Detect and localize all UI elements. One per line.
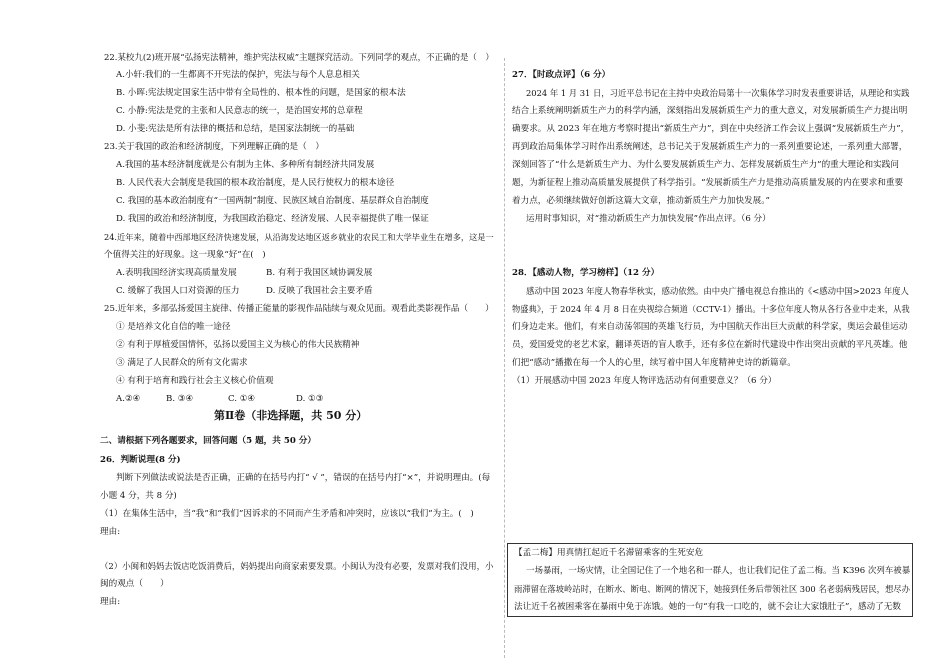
q26-statement-1: （1）在集体生活中，当“我”和“我们”因诉求的不同而产生矛盾和冲突时，应该以“我们”为主。( ) [100,509,474,519]
material-box-title: 【孟二梅】用真情扛起近千名滞留乘客的生死安危 [514,548,704,558]
q27-question: 运用时事知识，对“推动新质生产力加快发展”作出点评。（6 分） [526,214,771,224]
q27-paragraph-line4: 再到政治局集体学习时作出系统阐述，总书记关于发展新质生产力的一系列重要论述，一系列重大部署， [512,142,908,152]
q22-option-a: A.小轩:我们的一生都离不开宪法的保护，宪法与每个人息息相关 [116,70,360,80]
q27-paragraph-line7: 着力点，必须继续做好创新这篇大文章，推动新质生产力加快发展。” [512,196,770,206]
q28-paragraph-line4: 员，爱国爱党的老艺术家，翻译英语的盲人歌手，还有多位在新时代建设中作出突出贡献的平凡英雄。他 [512,340,908,350]
q25-choice-c: C. ①④ [228,394,256,404]
q24-option-d: D. 反映了我国社会主要矛盾 [266,286,373,296]
q22-option-b: B. 小晖:宪法规定国家生活中带有全局性的、根本性的问题，是国家的根本法 [116,88,406,98]
q26-reason-1: 理由: [100,527,121,537]
q22-option-c: C. 小静:宪法是党的主张和人民意志的统一，是治国安邦的总章程 [116,106,363,116]
part2-title: 第Ⅱ卷（非选择题，共 50 分） [214,409,368,422]
q24-option-c: C. 缓解了我国人口对资源的压力 [116,286,240,296]
q28-question-1: （1）开展感动中国 2023 年度人物评选活动有何重要意义？（6 分） [512,376,777,386]
q27-paragraph-line3: 确要求。从 2023 年在地方考察时提出“新质生产力”，到在中央经济工作会议上强调“发展新质生产力”， [512,124,910,134]
q28-paragraph-line3: 们身边走来。他们，有来自动荡邻国的英雄飞行员，为中国航天作出巨大贡献的科学家，奥运会最佳运动 [512,322,908,332]
q28-paragraph-line5: 们把“感动”播撒在每一个人的心里，续写着中国人年度精神史诗的新篇章。 [512,358,796,368]
column-divider [504,58,505,658]
q23-option-b: B. 人民代表大会制度是我国的根本政治制度，是人民行使权力的根本途径 [116,178,395,188]
q25-stem: 25.近年来，多部弘扬爱国主旋律、传播正能量的影视作品陆续与观众见面。观看此类影视作品（ ） [104,304,494,314]
q26-title: 26．判断说理(8 分) [100,455,181,465]
q24-stem-line1: 24.近年来，随着中西部地区经济快速发展，从沿海发达地区返乡就业的农民工和大学毕业生在增多，这是一 [104,232,494,242]
q28-title: 28．【感动人物，学习榜样】（12 分） [512,268,660,278]
q24-stem-line2: 个值得关注的好现象。这一现象“好”在( ) [104,250,266,260]
q26-intro-line2: 小题 4 分，共 8 分) [100,491,177,501]
material-box-line1: 一场暴雨，一场灾情，让全国记住了一个地名和一群人，也让我们记住了孟二梅。当 K396 次列车被暴 [526,566,911,576]
q22-stem: 22.某校九(2)班开展“弘扬宪法精神，维护宪法权威”主题探究活动。下列同学的观点，不正确的是（ ） [104,52,494,62]
q27-title: 27．【时政点评】（6 分） [512,70,611,80]
q27-paragraph-line2: 结合上系统阐明新质生产力的科学内涵，深刻指出发展新质生产力的重大意义，对发展新质生产力提出明 [512,106,908,116]
q25-item-4: ④ 有利于培育和践行社会主义核心价值观 [116,376,274,386]
q24-option-a: A.表明我国经济实现高质量发展 [116,268,237,278]
q26-intro-line1: 判断下列做法或说法是否正确，正确的在括号内打“ √ ”，错误的在括号内打“×”，并说明理由。(每 [116,473,491,483]
q23-option-a: A.我国的基本经济制度就是公有制为主体、多种所有制经济共同发展 [116,160,375,170]
q25-item-3: ③ 满足了人民群众的所有文化需求 [116,358,248,368]
q28-paragraph-line1: 感动中国 2023 年度人物春华秋实，感动依然。由中央广播电视总台推出的《<感动中国>2023 年度人 [526,286,909,296]
q25-item-1: ① 是培养文化自信的唯一途径 [116,322,231,332]
q23-option-d: D. 我国的政治和经济制度，为我国政治稳定、经济发展、人民幸福提供了唯一保证 [116,214,429,224]
q26-statement-2-line1: （2）小闽和妈妈去饭店吃饭消费后，妈妈提出向商家索要发票。小闽认为没有必要，发票对我们没用，小 [100,561,494,571]
q22-option-d: D. 小斐:宪法是所有法律的概括和总结，是国家法制统一的基础 [116,124,355,134]
q25-choice-a: A.②④ [116,394,141,404]
q23-stem: 23.关于我国的政治和经济制度，下列理解正确的是（ ） [104,142,324,152]
q28-paragraph-line2: 物盛典》，于 2024 年 4 月 8 日在央视综合频道（CCTV-1）播出。十多位年度人物从各行各业中走来，从我 [512,304,910,314]
q25-item-2: ② 有利于厚植爱国情怀，弘扬以爱国主义为核心的伟大民族精神 [116,340,360,350]
q26-reason-2: 理由: [100,597,121,607]
material-box [507,543,913,617]
q27-paragraph-line6: 题，为新征程上推动高质量发展提供了科学指引。“发展新质生产力是推动高质量发展的内在要求和重要 [512,178,904,188]
q24-option-b: B. 有利于我国区域协调发展 [266,268,373,278]
material-box-line3: 法让近千名被困乘客在暴雨中免于冻饿。她的一句“有我一口吃的，就不会让大家饿肚子”，感动了无数 [514,602,901,612]
q27-paragraph-line1: 2024 年 1 月 31 日，习近平总书记在主持中央政治局第十一次集体学习时发表重要讲话，从理论和实践 [526,88,910,98]
q26-statement-2-line2: 闽的观点（ ） [100,579,169,589]
q25-choice-d: D. ①③ [296,394,324,404]
q27-paragraph-line5: 深刻回答了“什么是新质生产力、为什么要发展新质生产力、怎样发展新质生产力”的重大理论和实践问 [512,160,899,170]
q23-option-c: C. 我国的基本政治制度有“一国两制”制度、民族区域自治制度、基层群众自治制度 [116,196,429,206]
material-box-line2: 雨滞留在落坡岭站时，在断水、断电、断网的情况下，她接到任务后带领社区 300 名老弱病残居民，想尽办 [514,584,910,594]
section2-heading: 二、请根据下列各题要求，回答问题（5 题，共 50 分） [100,436,316,446]
q25-choice-b: B. ③④ [166,394,194,404]
